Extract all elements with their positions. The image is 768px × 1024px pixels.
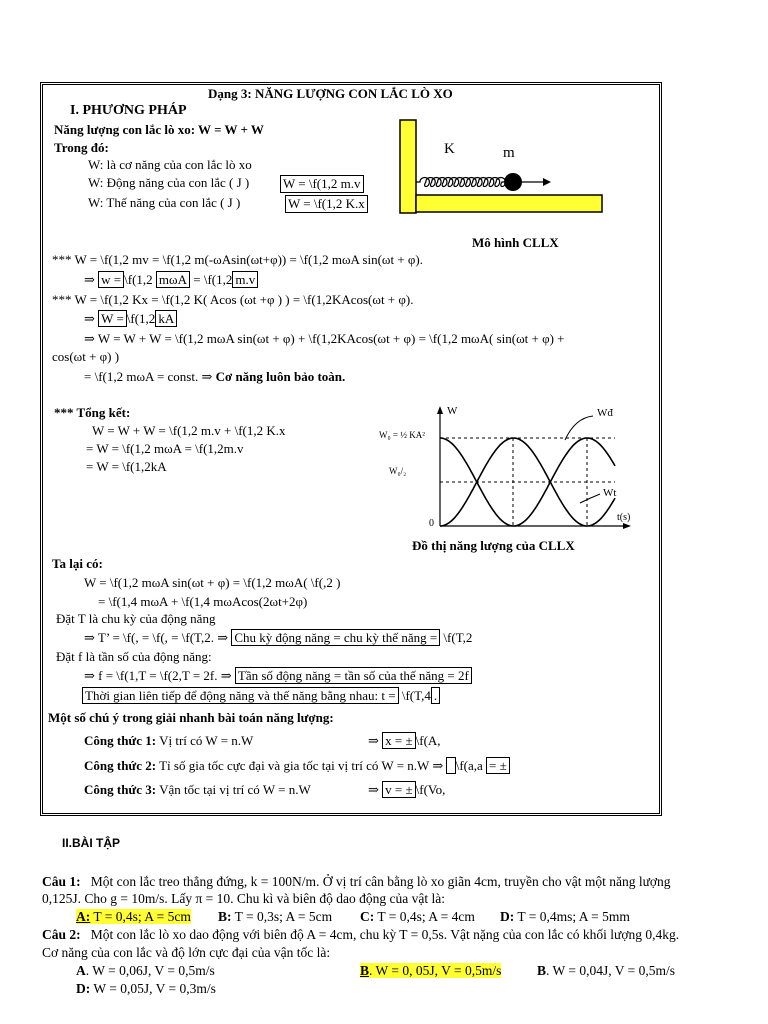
exercises-heading: II.BÀI TẬP xyxy=(62,836,121,850)
wt-pointer xyxy=(580,494,600,503)
graph-caption: Đồ thị năng lượng của CLLX xyxy=(412,538,575,553)
q1-option-b[interactable]: B: T = 0,3s; A = 5cm xyxy=(218,909,333,924)
also-line-6: ⇒ f = \f(1,T = \f(2,T = 2f. ⇒ Tần số động năng = tần số của thế năng = 2f xyxy=(84,668,472,684)
formula-2: Công thức 2: Tỉ số gia tốc cực đại và gia tốc tại vị trí có W = n.W ⇒ \f(a,a = ± xyxy=(84,758,510,774)
spring xyxy=(416,178,506,187)
question-1: Câu 1: Một con lắc treo thẳng đứng, k = 100N/m. Ở vị trí cân bằng lò xo giãn 4cm, truyền cho vật một năng lượng xyxy=(42,874,671,889)
floor xyxy=(416,195,602,212)
where-label: Trong đó: xyxy=(54,140,109,155)
summary-heading: *** Tổng kết: xyxy=(54,405,131,420)
question-1-line-2: 0,125J. Cho g = 10m/s. Lấy π = 10. Chu kì và biên độ dao động của vật là: xyxy=(42,891,445,906)
spring-mass-model xyxy=(396,115,611,220)
formula-3: Công thức 3: Vận tốc tại vị trí có W = n.W xyxy=(84,782,311,797)
velocity-arrow-head xyxy=(543,178,551,186)
summary-line-2: = W = \f(1,2 mωA = \f(1,2m.v xyxy=(86,441,244,456)
wt-formula: W = \f(1,2 K.x xyxy=(285,195,368,213)
derivation-line-2: ⇒ w = \f(1,2 mωA = \f(1,2 m.v xyxy=(84,272,258,288)
wd-pointer xyxy=(565,416,593,440)
derivation-line-7: = \f(1,2 mωA = const. ⇒ Cơ năng luôn bảo toàn. xyxy=(84,369,346,384)
k-label: K xyxy=(444,141,455,157)
also-line-3: Đặt T là chu kỳ của động năng xyxy=(56,611,216,626)
method-heading: I. PHƯƠNG PHÁP xyxy=(70,103,187,118)
derivation-line-4: ⇒ W = \f(1,2 kA xyxy=(84,311,177,327)
energy-graph xyxy=(375,398,655,538)
model-caption: Mô hình CLLX xyxy=(472,235,559,250)
question-2: Câu 2: Một con lắc lò xo dao động với biên độ A = 4cm, chu kỳ T = 0,5s. Vật nặng của con lắc có khối lượng 0,4kg. xyxy=(42,927,680,942)
origin-label: 0 xyxy=(429,518,434,529)
also-line-2: = \f(1,4 mωA + \f(1,4 mωAcos(2ωt+2φ) xyxy=(98,594,308,609)
q2-option-a[interactable]: A. W = 0,06J, V = 0,5m/s xyxy=(76,963,215,978)
wd-label: Wđ xyxy=(597,407,613,419)
w0-label: W₀ = ½ KA² xyxy=(379,430,425,440)
wt-label: Wt xyxy=(603,487,617,499)
notes-heading: Một số chú ý trong giải nhanh bài toán năng lượng: xyxy=(48,710,334,725)
half-label: W₀/₂ xyxy=(389,466,407,476)
q2-option-b[interactable]: B. W = 0, 05J, V = 0,5m/s xyxy=(360,963,502,978)
derivation-line-6: cos(ωt + φ) ) xyxy=(52,349,120,364)
wall xyxy=(400,120,416,213)
x-axis-arrow xyxy=(623,523,631,529)
q2-option-c[interactable]: B. W = 0,04J, V = 0,5m/s xyxy=(537,963,676,978)
formula-1: Công thức 1: Vị trí có W = n.W xyxy=(84,733,254,748)
energy-definition: Năng lượng con lắc lò xo: W = W + W xyxy=(54,122,264,137)
summary-line-3: = W = \f(1,2kA xyxy=(86,459,167,474)
derivation-line-1: *** W = \f(1,2 mv = \f(1,2 m(-ωAsin(ωt+φ)) = \f(1,2 mωA sin(ωt + φ). xyxy=(52,252,424,267)
also-line-1: W = \f(1,2 mωA sin(ωt + φ) = \f(1,2 mωA( \f(,2 ) xyxy=(84,575,341,590)
also-line-7: Thời gian liên tiếp để động năng và thế năng bằng nhau: t = \f(T,4 . xyxy=(82,688,440,704)
derivation-line-5: ⇒ W = W + W = \f(1,2 mωA sin(ωt + φ) + \f(1,2KAcos(ωt + φ) = \f(1,2 mωA( sin(ωt + φ) + xyxy=(84,331,565,346)
y-axis-arrow xyxy=(437,406,443,414)
q1-option-a[interactable]: A: T = 0,4s; A = 5cm xyxy=(76,909,191,924)
wd-formula: W = \f(1,2 m.v xyxy=(280,175,364,193)
m-label: m xyxy=(503,145,515,161)
also-heading: Ta lại có: xyxy=(52,556,103,571)
question-2-line-2: Cơ năng của con lắc và độ lớn cực đại của vận tốc là: xyxy=(42,945,331,960)
mass-ball xyxy=(504,173,522,191)
wd-description: W: Động năng của con lắc ( J ) xyxy=(88,175,250,190)
section-title: Dạng 3: NĂNG LƯỢNG CON LẮC LÒ XO xyxy=(208,86,453,101)
formula-3-result: ⇒ v = ± \f(Vo, xyxy=(368,782,446,797)
q1-option-c[interactable]: C: T = 0,4s; A = 4cm xyxy=(360,909,475,924)
q2-option-d[interactable]: D: W = 0,05J, V = 0,3m/s xyxy=(76,981,216,996)
w-description: W: là cơ năng của con lắc lò xo xyxy=(88,157,252,172)
also-line-4: ⇒ T’ = \f(, = \f(, = \f(T,2. ⇒ Chu kỳ động năng = chu kỳ thế năng = \f(T,2 xyxy=(84,630,473,645)
q1-option-d[interactable]: D: T = 0,4ms; A = 5mm xyxy=(500,909,630,924)
summary-line-1: W = W + W = \f(1,2 m.v + \f(1,2 K.x xyxy=(92,423,286,438)
also-line-5: Đặt f là tần số của động năng: xyxy=(56,649,212,664)
wt-description: W: Thế năng của con lắc ( J ) xyxy=(88,195,241,210)
derivation-line-3: *** W = \f(1,2 Kx = \f(1,2 K( Acos (ωt +φ ) ) = \f(1,2KAcos(ωt + φ). xyxy=(52,292,414,307)
y-label: W xyxy=(447,405,458,417)
x-label: t(s) xyxy=(617,512,631,523)
formula-1-result: ⇒ x = ± \f(A, xyxy=(368,733,441,748)
